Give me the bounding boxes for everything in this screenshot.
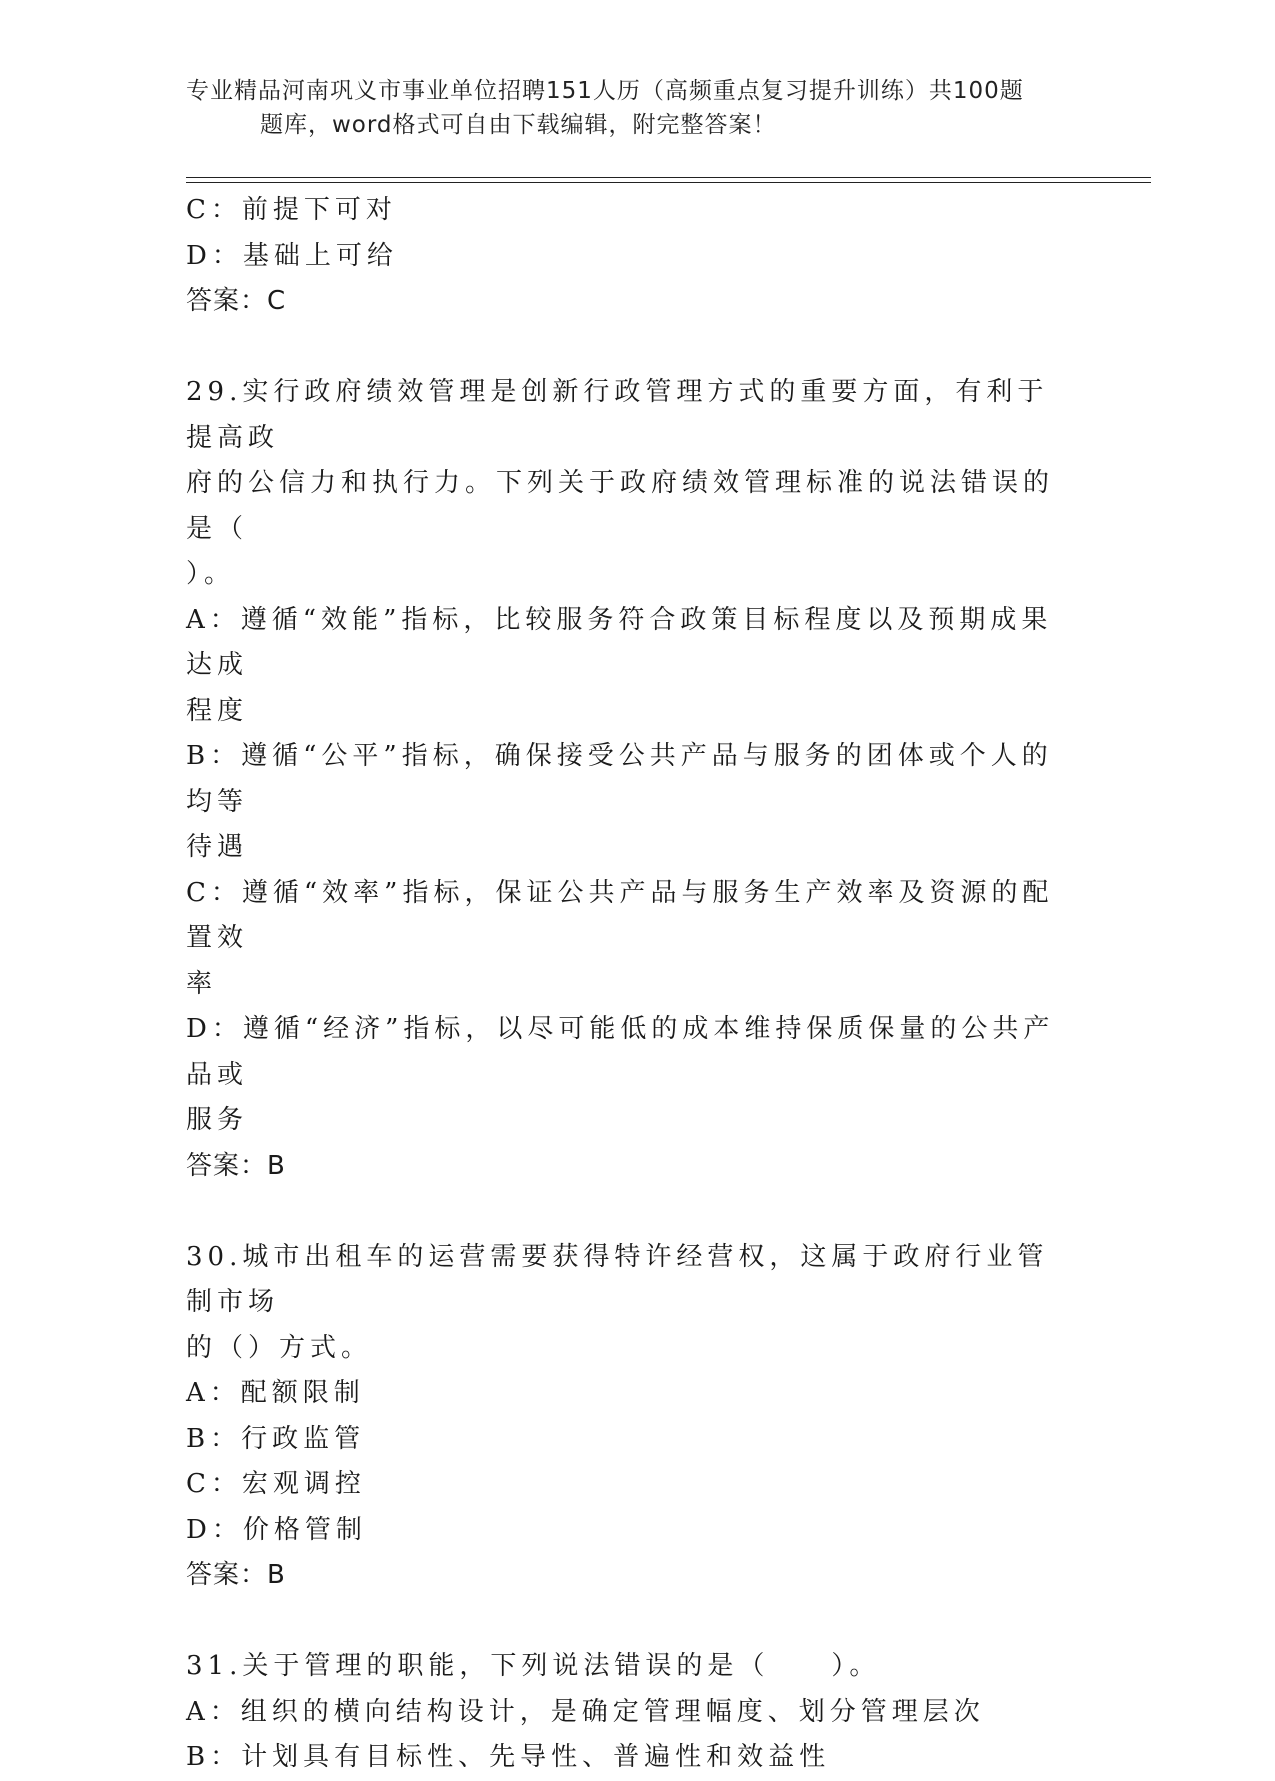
option-b: B：计划具有目标性、先导性、普遍性和效益性 — [186, 1742, 831, 1772]
spacer — [186, 1189, 1076, 1235]
header-divider-bottom — [186, 182, 1151, 183]
question-stem-line: 31.关于管理的职能，下列说法错误的是（ ）。 — [186, 1651, 881, 1681]
question-stem-line: 30.城市出租车的运营需要获得特许经营权，这属于政府行业管制市场 — [186, 1241, 1049, 1317]
question-30 — [186, 1235, 1076, 1599]
answer: 答案：B — [186, 1150, 286, 1181]
header-divider-top — [186, 177, 1151, 178]
option-a: A：组织的横向结构设计，是确定管理幅度、划分管理层次 — [186, 1696, 985, 1727]
header-title-line-1: 专业精品河南巩义市事业单位招聘151人历（高频重点复习提升训练）共100题 — [186, 78, 1024, 104]
question-stem-line: 29.实行政府绩效管理是创新行政管理方式的重要方面，有利于提高政 — [186, 377, 1049, 453]
document-header — [186, 74, 1066, 142]
question-content — [186, 188, 1076, 1781]
spacer — [186, 325, 1076, 371]
option-c-continued: 率 — [186, 968, 218, 999]
header-title-line-2: 题库，word格式可自由下载编辑，附完整答案！ — [260, 112, 777, 138]
prev-question — [186, 188, 1076, 325]
option-a: A：配额限制 — [186, 1378, 365, 1408]
option-d: D：遵循“经济”指标，以尽可能低的成本维持保质保量的公共产品或 — [186, 1014, 1055, 1090]
option-c: C：遵循“效率”指标，保证公共产品与服务生产效率及资源的配置效 — [186, 877, 1054, 953]
option-b-continued: 待遇 — [186, 832, 249, 862]
option-d-continued: 服务 — [186, 1105, 249, 1135]
option-b: B：遵循“公平”指标，确保接受公共产品与服务的团体或个人的均等 — [186, 741, 1053, 817]
question-stem-line: ）。 — [186, 559, 236, 589]
answer: 答案：B — [186, 1560, 286, 1590]
option-d: D：价格管制 — [186, 1514, 367, 1545]
answer: 答案：C — [186, 286, 287, 316]
option-c: C：前提下可对 — [186, 195, 397, 225]
spacer — [186, 1599, 1076, 1645]
question-31 — [186, 1644, 1076, 1781]
option-a-continued: 程度 — [186, 695, 249, 726]
question-stem-line: 府的公信力和执行力。下列关于政府绩效管理标准的说法错误的是（ — [186, 468, 1055, 544]
option-a: A：遵循“效能”指标，比较服务符合政策目标程度以及预期成果达成 — [186, 604, 1053, 680]
question-stem-line: 的（）方式。 — [186, 1332, 373, 1363]
option-c: C：宏观调控 — [186, 1469, 366, 1499]
option-d: D：基础上可给 — [186, 240, 398, 271]
option-b: B：行政监管 — [186, 1423, 366, 1454]
question-29 — [186, 370, 1076, 1189]
